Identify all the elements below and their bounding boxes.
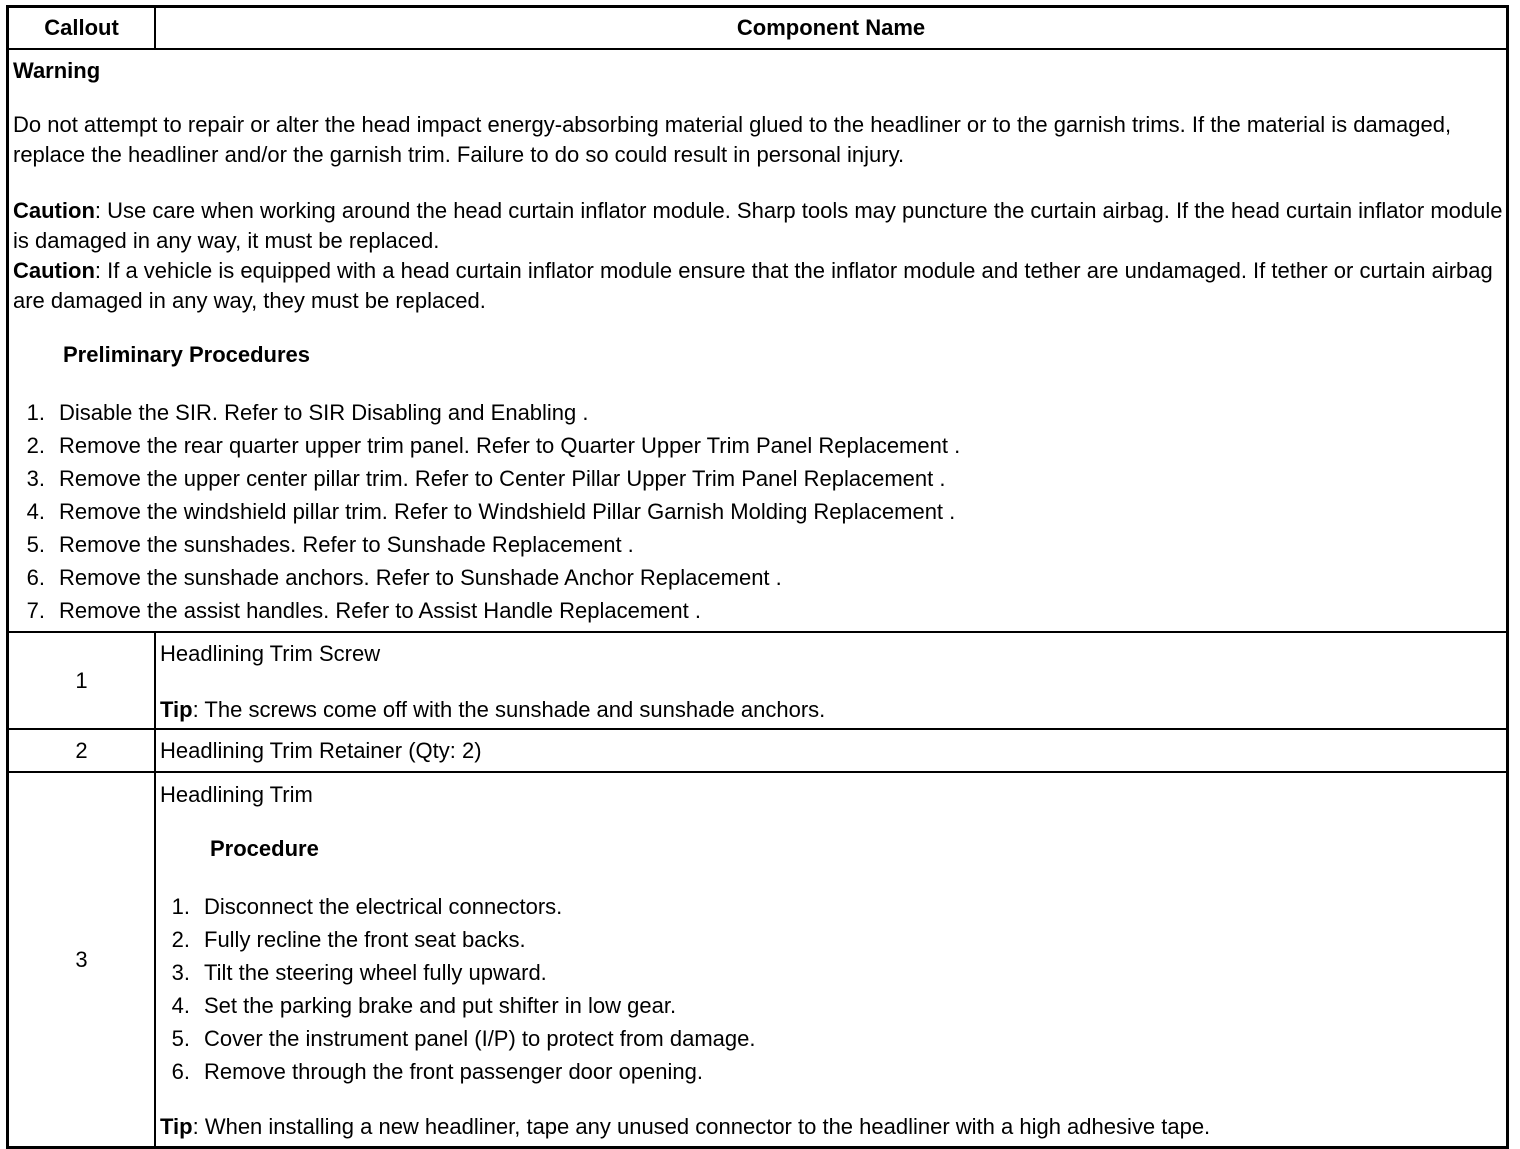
tip (160, 695, 1506, 725)
step-number: 2. (171, 927, 190, 952)
header-row (8, 7, 1508, 50)
preliminary-title: Preliminary Procedures (63, 342, 311, 367)
step-number: 4. (171, 993, 190, 1018)
tip-text: : The screws come off with the sunshade and sunshade anchors. (192, 697, 826, 722)
list-item (13, 462, 1506, 495)
list-item (13, 594, 1506, 627)
warning-cell (8, 49, 1508, 632)
list-item (13, 396, 1506, 429)
tip-text: : When installing a new headliner, tape any unused connector to the headliner with a high adhesive tape. (192, 1114, 1211, 1139)
caution-label: Caution (13, 198, 95, 223)
list-item (160, 923, 1506, 956)
step-text: Remove through the front passenger door opening. (204, 1059, 703, 1084)
warning-row (8, 49, 1508, 632)
step-text: Tilt the steering wheel fully upward. (204, 960, 547, 985)
step-text: Remove the sunshade anchors. Refer to Sunshade Anchor Replacement . (59, 565, 782, 590)
table-row (8, 772, 1508, 1148)
step-number: 6. (26, 565, 45, 590)
step-number: 3. (26, 466, 45, 491)
step-text: Remove the sunshades. Refer to Sunshade Replacement . (59, 532, 634, 557)
procedure-steps (160, 890, 1506, 1088)
tip-label: Tip (160, 1114, 193, 1139)
list-item (13, 561, 1506, 594)
header-callout: Callout (8, 7, 156, 50)
list-item (13, 528, 1506, 561)
step-number: 1. (171, 894, 190, 919)
list-item (160, 956, 1506, 989)
tip (160, 1112, 1506, 1142)
caution-label: Caution (13, 258, 95, 283)
callout-cell: 1 (8, 632, 156, 729)
caution-text: : If a vehicle is equipped with a head curtain inflator module ensure that the inflator module and tether are undamaged. If tether or curtain airbag are damaged in any way, they must be replaced. (13, 258, 1493, 313)
step-text: Set the parking brake and put shifter in low gear. (204, 993, 677, 1018)
table-row (8, 632, 1508, 729)
list-item (160, 1022, 1506, 1055)
caution-1 (13, 196, 1506, 256)
component-name: Headlining Trim Screw (160, 641, 381, 666)
list-item (13, 495, 1506, 528)
list-item (13, 429, 1506, 462)
table-row (8, 729, 1508, 772)
callout-cell: 3 (8, 772, 156, 1148)
caution-text: : Use care when working around the head curtain inflator module. Sharp tools may puncture the curtain airbag. If the head curtain inflator module is damaged in any way, it must be replaced. (13, 198, 1503, 253)
preliminary-steps (13, 396, 1506, 627)
step-number: 6. (171, 1059, 190, 1084)
step-number: 3. (171, 960, 190, 985)
component-cell (155, 632, 1508, 729)
component-table (6, 5, 1509, 1149)
list-item (160, 989, 1506, 1022)
step-text: Disconnect the electrical connectors. (204, 894, 563, 919)
step-text: Remove the assist handles. Refer to Assist Handle Replacement . (59, 598, 701, 623)
step-number: 2. (26, 433, 45, 458)
callout-cell: 2 (8, 729, 156, 772)
step-number: 5. (26, 532, 45, 557)
step-text: Fully recline the front seat backs. (204, 927, 526, 952)
component-name: Headlining Trim (160, 782, 313, 807)
component-cell (155, 772, 1508, 1148)
component-name: Headlining Trim Retainer (Qty: 2) (160, 738, 482, 763)
step-text: Remove the rear quarter upper trim panel. Refer to Quarter Upper Trim Panel Replacement . (59, 433, 961, 458)
tip-label: Tip (160, 697, 193, 722)
step-number: 4. (26, 499, 45, 524)
list-item (160, 890, 1506, 923)
step-text: Remove the windshield pillar trim. Refer to Windshield Pillar Garnish Molding Replacement . (59, 499, 956, 524)
warning-title: Warning (13, 58, 101, 83)
step-number: 5. (171, 1026, 190, 1051)
caution-2 (13, 256, 1506, 316)
step-text: Disable the SIR. Refer to SIR Disabling and Enabling . (59, 400, 589, 425)
step-number: 7. (26, 598, 45, 623)
list-item (160, 1055, 1506, 1088)
procedure-title: Procedure (210, 836, 319, 861)
component-cell (155, 729, 1508, 772)
warning-text: Do not attempt to repair or alter the head impact energy-absorbing material glued to the headliner or to the garnish trims. If the material is damaged, replace the headliner and/or the garnish trim. Failure to do so could result in personal injury. (13, 112, 1452, 167)
step-number: 1. (26, 400, 45, 425)
header-component-name: Component Name (155, 7, 1508, 50)
step-text: Cover the instrument panel (I/P) to protect from damage. (204, 1026, 756, 1051)
step-text: Remove the upper center pillar trim. Refer to Center Pillar Upper Trim Panel Replacement . (59, 466, 946, 491)
